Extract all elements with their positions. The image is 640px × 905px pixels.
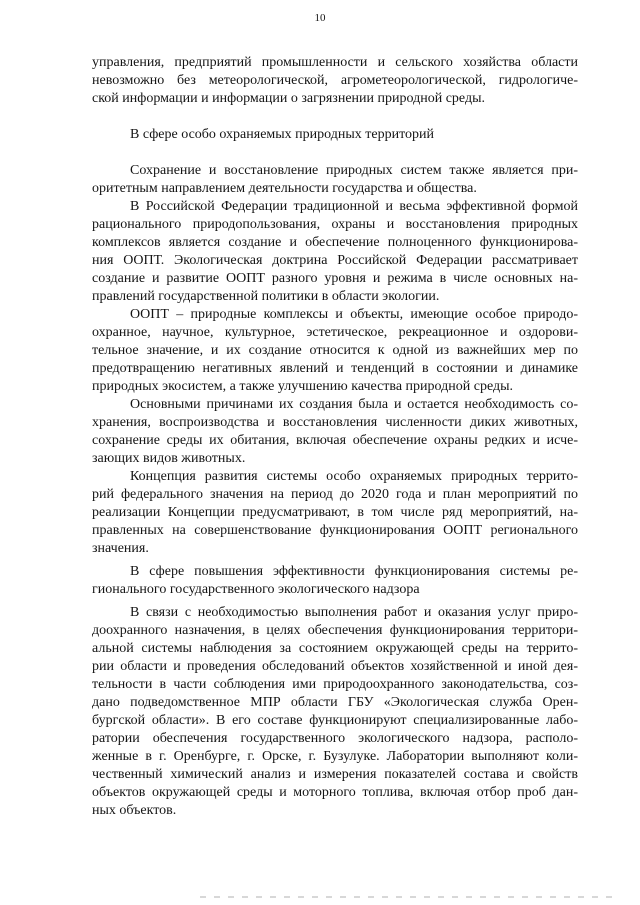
footer-scan-artifact — [200, 896, 620, 898]
text-line: Концепция развития системы особо охраняемых природных террито- — [130, 469, 578, 484]
section-body-protected-areas — [92, 162, 578, 558]
text-line: ской информации и информации о загрязнении природной среды. — [92, 91, 485, 106]
text-line: альной системы наблюдения за состоянием окружающей среды на террито- — [92, 641, 578, 656]
text-line: оритетным направлением деятельности государства и общества. — [92, 181, 477, 196]
text-line: природных экосистем, а также улучшению качества природной среды. — [92, 379, 514, 394]
text-line: рационального природопользования, охраны и восстановления природных — [92, 217, 578, 232]
text-line: хранения, воспроизводства и восстановления численности диких животных, — [92, 415, 578, 430]
text-line: невозможно без метеорологической, агрометеорологической, гидрологиче- — [92, 73, 578, 88]
text-line: реализации Концепции предусматривают, в том числе ряд мероприятий, на- — [92, 505, 578, 520]
section-body-ecological-supervision — [92, 604, 578, 820]
text-line: бургской области». В его составе функционируют специализированные лабо- — [92, 713, 578, 728]
heading-text: гионального государственного экологического надзора — [92, 582, 420, 597]
text-line: правленных на совершенствование функционирования ООПТ регионального — [92, 523, 578, 538]
text-line: ния ООПТ. Экологическая доктрина Российской Федерации рассматривает — [92, 253, 578, 268]
paragraph-continuation — [92, 54, 578, 108]
text-line: создание и развитие ООПТ разного уровня и режима в числе основных на- — [92, 271, 578, 286]
text-line: женные в г. Оренбурге, г. Орске, г. Бузулуке. Лаборатории выполняют коли- — [92, 749, 578, 764]
text-line: чественный химический анализ и измерения показателей состава и свойств — [92, 767, 578, 782]
text-line: правлений государственной политики в области экологии. — [92, 289, 440, 304]
section-heading-protected-areas — [92, 126, 578, 144]
text-line: значения. — [92, 541, 149, 556]
text-line: охранное, научное, культурное, эстетическое, рекреационное и оздорови- — [92, 325, 578, 340]
text-line: В Российской Федерации традиционной и весьма эффективной формой — [130, 199, 578, 214]
section-heading-ecological-supervision — [92, 563, 578, 599]
text-line: зающих видов животных. — [92, 451, 246, 466]
text-line: ратории обеспечения государственного экологического надзора, располо- — [92, 731, 578, 746]
page-number: 10 — [314, 12, 326, 24]
text-line: ООПТ – природные комплексы и объекты, имеющие особое природо- — [130, 307, 578, 322]
text-line: рии области и проведения обследований объектов хозяйственной и иной дея- — [92, 659, 578, 674]
text-line: дано подведомственное МПР области ГБУ «Экологическая служба Орен- — [92, 695, 578, 710]
text-line: Основными причинами их создания была и остается необходимость со- — [130, 397, 578, 412]
text-line: Сохранение и восстановление природных систем также является при- — [130, 163, 578, 178]
heading-text: В сфере особо охраняемых природных территорий — [130, 127, 435, 142]
text-line: тельности в части соблюдения ими природоохранного законодательства, соз- — [92, 677, 578, 692]
text-line: комплексов является создание и обеспечение полноценного функционирова- — [92, 235, 578, 250]
text-line: доохранного назначения, в целях обеспечения функционирования территори- — [92, 623, 578, 638]
text-line: тельное значение, и их создание относится к одной из важнейших мер по — [92, 343, 578, 358]
text-line: объектов окружающей среды и моторного топлива, включая отбор проб дан- — [92, 785, 578, 800]
text-line: ных объектов. — [92, 803, 177, 818]
heading-text: В сфере повышения эффективности функционирования системы ре- — [130, 564, 578, 579]
text-line: сохранение среды их обитания, включая обеспечение охраны редких и исче- — [92, 433, 578, 448]
text-line: рий федерального значения на период до 2020 года и план мероприятий по — [92, 487, 578, 502]
text-line: предотвращению негативных явлений и тенденций в состоянии и динамике — [92, 361, 578, 376]
text-line: управления, предприятий промышленности и сельского хозяйства области — [92, 55, 578, 70]
text-line: В связи с необходимостью выполнения работ и оказания услуг приро- — [130, 605, 578, 620]
